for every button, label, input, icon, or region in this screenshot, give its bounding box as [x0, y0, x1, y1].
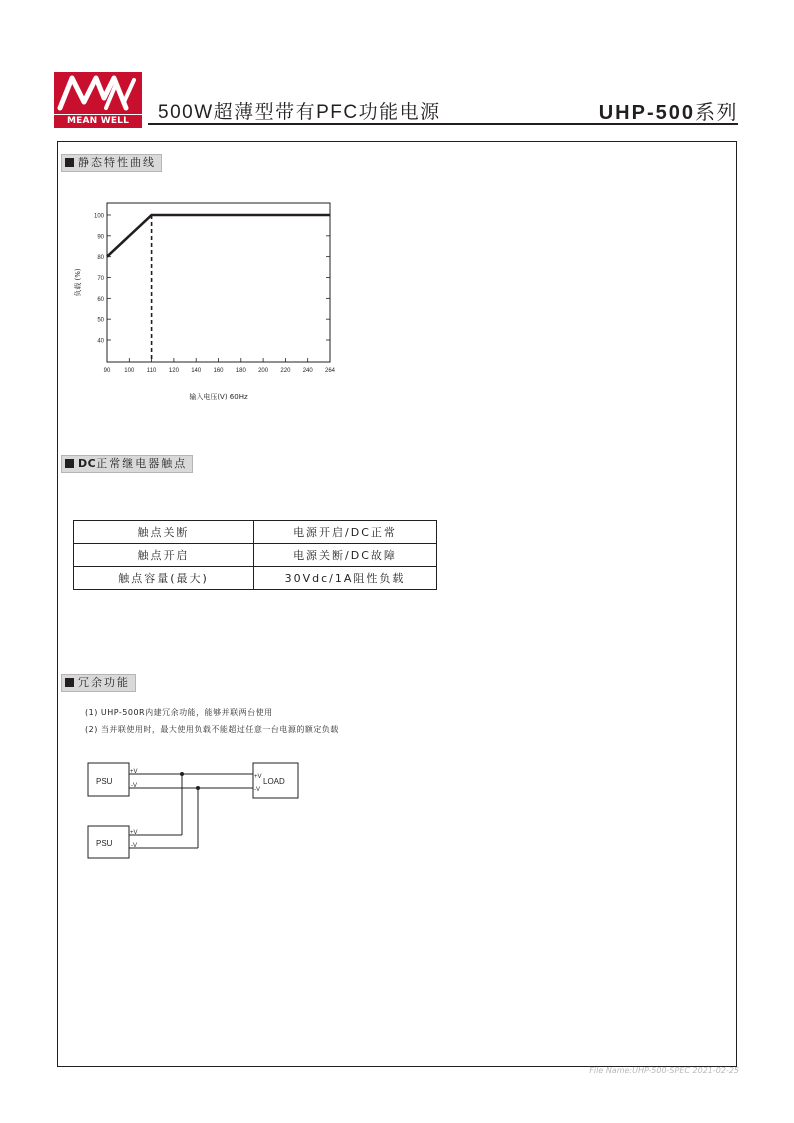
load-minus-v-label: -V	[254, 787, 260, 793]
x-tick-label: 264	[324, 368, 336, 374]
load-label: LOAD	[263, 777, 285, 786]
logo-mw-icon	[54, 72, 142, 114]
series-suffix: 系列	[695, 102, 738, 124]
x-tick-label: 140	[191, 368, 202, 374]
psu-2-plus-v-label: +V	[130, 830, 138, 836]
x-tick-label: 120	[168, 368, 179, 374]
section-heading-dc-ok-relay	[61, 455, 193, 473]
y-tick-label: 50	[97, 317, 104, 324]
y-tick-label: 80	[97, 255, 104, 262]
x-tick-label: 160	[213, 368, 224, 374]
y-tick-label: 100	[93, 213, 104, 220]
y-tick-label: 90	[97, 234, 104, 241]
static-characteristic-chart	[60, 195, 360, 415]
derating-curve-line	[107, 215, 330, 257]
junction-dot	[196, 786, 200, 790]
redundancy-wiring-diagram	[85, 760, 305, 860]
footer-file-name: File Name:UHP-500-SPEC 2021-02-25	[589, 1066, 739, 1075]
logo-mw-mark	[54, 72, 142, 114]
x-tick-label: 200	[258, 368, 269, 374]
square-bullet-icon	[65, 158, 74, 167]
series-title	[599, 96, 738, 125]
x-tick-label: 110	[146, 368, 157, 374]
section-title: 静态特性曲线	[78, 156, 156, 169]
table-row	[74, 521, 437, 544]
table-cell-state: 30Vdc/1A阻性负载	[254, 567, 437, 590]
y-tick-label: 70	[97, 276, 104, 282]
load-plus-v-label: +V	[254, 774, 262, 780]
table-cell-state: 电源开启/DC正常	[254, 521, 437, 544]
section-title: 冗余功能	[78, 676, 130, 689]
y-tick-label: 40	[97, 338, 104, 345]
junction-dot	[180, 772, 184, 776]
section-heading-redundancy	[61, 674, 136, 692]
table-row	[74, 544, 437, 567]
logo-text: MEAN WELL	[54, 114, 142, 128]
x-axis-label: 输入电压(V) 60Hz	[189, 393, 248, 401]
redundancy-note-1: (1) UHP-500R内建冗余功能，能够并联两台使用	[85, 708, 273, 717]
psu-1-plus-v-label: +V	[130, 769, 138, 775]
x-tick-label: 180	[235, 368, 246, 374]
table-cell-contact: 触点容量(最大)	[74, 567, 254, 590]
y-tick-label: 60	[97, 296, 104, 303]
header-rule	[148, 123, 738, 125]
x-tick-label: 220	[280, 368, 291, 374]
table-cell-contact: 触点开启	[74, 544, 254, 567]
psu-1-minus-v-label: -V	[131, 783, 137, 789]
x-tick-label: 240	[302, 368, 313, 374]
square-bullet-icon	[65, 678, 74, 687]
table-cell-contact: 触点关断	[74, 521, 254, 544]
section-prefix: DC	[78, 457, 97, 470]
redundancy-note-2: (2) 当并联使用时，最大使用负载不能超过任意一台电源的额定负载	[85, 725, 339, 734]
square-bullet-icon	[65, 459, 74, 468]
psu-2-minus-v-label: -V	[131, 843, 137, 849]
section-heading-static-curve	[61, 154, 162, 172]
document-title: 500W超薄型带有PFC功能电源	[158, 102, 441, 123]
section-title: 正常继电器触点	[96, 457, 188, 470]
mean-well-logo	[54, 72, 142, 127]
y-axis-label: 负载 (%)	[74, 268, 82, 297]
relay-contact-table	[73, 520, 437, 590]
table-row	[74, 567, 437, 590]
series-model: UHP-500	[598, 102, 695, 124]
x-tick-label: 100	[124, 368, 135, 374]
psu-1-label: PSU	[96, 777, 113, 786]
x-tick-label: 90	[103, 368, 111, 374]
psu-2-label: PSU	[96, 839, 113, 848]
table-cell-state: 电源关断/DC故障	[254, 544, 437, 567]
